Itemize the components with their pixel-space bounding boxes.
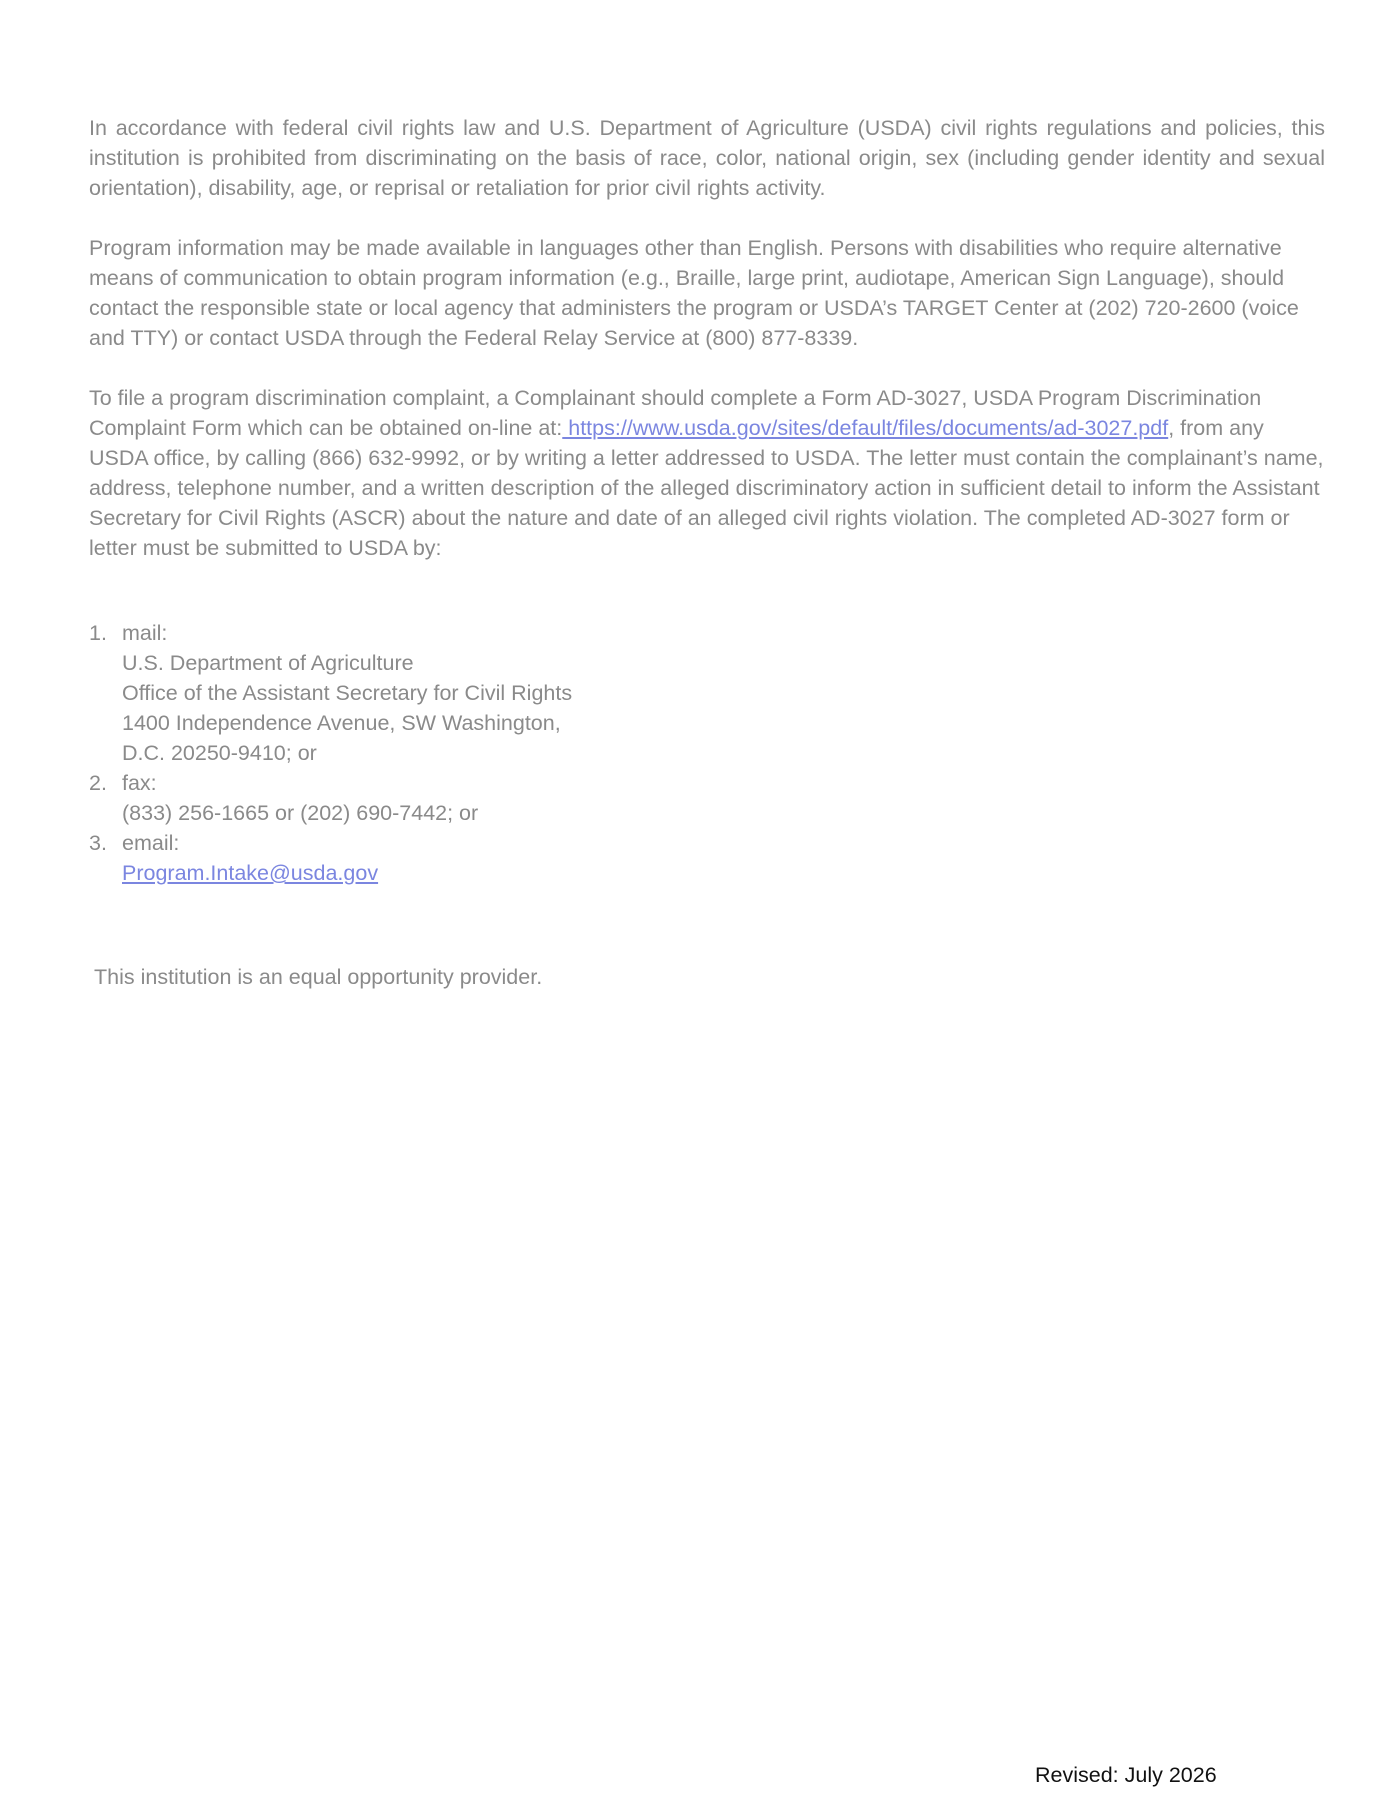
list-item-email (89, 828, 1325, 888)
fax-numbers: (833) 256-1665 or (202) 690-7442; or (122, 801, 479, 825)
method-label: mail: (122, 621, 168, 645)
mail-address-line: U.S. Department of Agriculture (122, 651, 414, 675)
complaint-text-before-link: To file a program discrimination complaint, a Complainant should complete a Form AD-3027, USDA Program Discrimination Complaint Form which can be obtained on-line at: (89, 386, 1262, 440)
email-link[interactable]: Program.Intake@usda.gov (122, 861, 379, 885)
mail-address-line: 1400 Independence Avenue, SW Washington, (122, 711, 561, 735)
email-line (122, 858, 1325, 888)
mail-address-line: D.C. 20250-9410; or (122, 741, 317, 765)
submission-methods-list (89, 618, 1325, 888)
list-number: 3. (89, 831, 107, 855)
statement-body (89, 113, 1325, 888)
ad-3027-form-link[interactable]: https://www.usda.gov/sites/default/files/documents/ad-3027.pdf (562, 416, 1169, 440)
method-label: email: (122, 831, 180, 855)
complaint-paragraph (89, 383, 1325, 563)
equal-opportunity-statement: This institution is an equal opportunity provider. (94, 965, 543, 989)
list-item-mail (89, 618, 1325, 768)
mail-address-line: Office of the Assistant Secretary for Civil Rights (122, 681, 573, 705)
method-label: fax: (122, 771, 157, 795)
program-information-paragraph: Program information may be made available in languages other than English. Persons with disabilities who require alternative means of communication to obtain program information (e.g., Braille, large print, audiotape, American Sign Language), should contact the responsible state or local agency that administers the program or USDA’s TARGET Center at (202) 720-2600 (voice and TTY) or contact USDA through the Federal Relay Service at (800) 877-8339. (89, 236, 1299, 350)
list-number: 2. (89, 771, 107, 795)
complaint-text-after-link: , from any USDA office, by calling (866) 632-9992, or by writing a letter addressed to USDA. The letter must contain the complainant’s name, address, telephone number, and a written description of the alleged discriminatory action in sufficient detail to inform the Assistant Secretary for Civil Rights (ASCR) about the nature and date of an alleged civil rights violation. The completed AD-3027 form or letter must be submitted to USDA by: (89, 416, 1324, 560)
revision-date: Revised: July 2026 (1035, 1763, 1217, 1787)
civil-rights-paragraph: In accordance with federal civil rights law and U.S. Department of Agriculture (USDA) civil rights regulations and policies, this institution is prohibited from discriminating on the basis of race, color, national origin, sex (including gender identity and sexual orientation), disability, age, or reprisal or retaliation for prior civil rights activity. (89, 116, 1325, 200)
list-item-fax (89, 768, 1325, 828)
list-number: 1. (89, 621, 107, 645)
